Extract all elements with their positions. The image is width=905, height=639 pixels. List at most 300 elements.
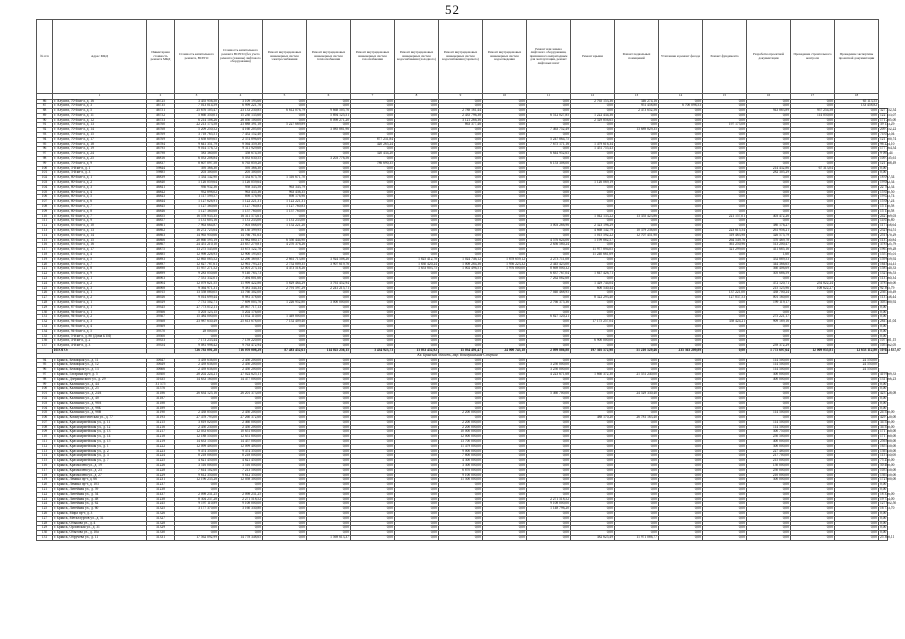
amount-cell: 0,00 [307, 396, 351, 401]
amount-cell: 0,00 [527, 147, 571, 152]
amount-cell: 0,00 [395, 478, 439, 483]
amount-cell: 96 224,10 [880, 141, 895, 146]
amount-cell: 12 079 621,55 [175, 281, 219, 286]
amount-cell: 0,00 [791, 339, 835, 344]
amount-cell: 0,00 [483, 488, 527, 493]
amount-cell: 1 226 952,80 [263, 300, 307, 305]
amount-cell: 0,00 [263, 406, 307, 411]
amount-cell: 0,00 [307, 219, 351, 224]
amount-cell: 0,00 [307, 147, 351, 152]
amount-cell: 0,00 [307, 243, 351, 248]
amount-cell: 0,00 [659, 430, 703, 435]
house-id-cell: 31223 [147, 449, 175, 454]
amount-cell: 0,00 [880, 333, 887, 338]
amount-cell: 0,00 [571, 262, 615, 267]
amount-cell: 0,00 [747, 118, 791, 123]
amount-cell: 0,00 [835, 185, 879, 190]
amount-cell: 0,00 [395, 209, 439, 214]
amount-cell: 0,00 [791, 310, 835, 315]
amount-cell: 0,00 [615, 161, 659, 166]
amount-cell: 0,00 [439, 377, 483, 382]
row-number-cell: 104 [37, 406, 53, 411]
amount-cell: 0,00 [659, 396, 703, 401]
amount-cell: 0,00 [703, 459, 747, 464]
amount-cell: 0,00 [571, 324, 615, 329]
amount-cell: 0,00 [439, 396, 483, 401]
amount-cell: 0,00 [615, 315, 659, 320]
amount-cell: 0,00 [703, 334, 747, 339]
amount-cell: 217 700,00 [747, 454, 791, 459]
amount-cell: 0,00 [703, 128, 747, 133]
amount-cell: 0,00 [791, 392, 835, 397]
amount-cell: 1 127 360,68 [175, 205, 219, 210]
amount-cell: 932 898,02 [175, 190, 219, 195]
amount-cell: 0,00 [835, 516, 879, 521]
amount-cell: 0,00 [527, 425, 571, 430]
amount-cell: 0,00 [439, 281, 483, 286]
amount-cell: 1 847 426,71 [571, 272, 615, 277]
amount-cell: 0,00 [483, 392, 527, 397]
amount-cell: 8 098 271,20 [307, 118, 351, 123]
amount-cell: 0,00 [571, 329, 615, 334]
address-cell: г. Алушта, 87-й кв-л, д. 1 [53, 305, 147, 310]
amount-cell: 0,00 [263, 137, 307, 142]
amount-cell: 0,00 [703, 286, 747, 291]
amount-cell: 0,00 [659, 406, 703, 411]
house-id-cell: 39500 [147, 334, 175, 339]
amount-cell: 0,00 [747, 512, 791, 517]
amount-cell: 0,00 [835, 109, 879, 114]
amount-cell: 0,00 [395, 233, 439, 238]
house-id-cell: 46867 [147, 243, 175, 248]
amount-cell: 0,00 [395, 286, 439, 291]
amount-cell: 0,00 [483, 358, 527, 363]
amount-cell: 0,00 [835, 257, 879, 262]
amount-cell: 0,00 [395, 272, 439, 277]
amount-cell: 121 180,74 [880, 136, 897, 141]
amount-cell: 0,00 [571, 243, 615, 248]
amount-cell: 67 313,04 [791, 166, 835, 171]
amount-cell: 0,00 [219, 483, 263, 488]
amount-cell: 0,00 [571, 133, 615, 138]
amount-cell: 0,00 [835, 152, 879, 157]
amount-cell: 242 369,03 [880, 213, 897, 218]
amount-cell: 1 015 592,22 [571, 233, 615, 238]
amount-cell: 0,00 [835, 507, 879, 512]
amount-cell: 0,00 [307, 416, 351, 421]
amount-cell: 0,00 [791, 248, 835, 253]
amount-cell: 2 460 000,00 [219, 420, 263, 425]
amount-cell: 0,00 [439, 229, 483, 234]
amount-cell: 0,00 [263, 425, 307, 430]
amount-cell: 0,00 [615, 171, 659, 176]
amount-cell: 0,00 [307, 377, 351, 382]
amount-cell: 0,00 [791, 329, 835, 334]
amount-cell: 0,00 [175, 387, 219, 392]
amount-cell: 11 240 661,69 [571, 253, 615, 258]
amount-cell: 0,00 [307, 214, 351, 219]
amount-cell: 0,00 [615, 305, 659, 310]
amount-cell: 103 450,00 [880, 467, 897, 472]
amount-cell: 0,00 [395, 104, 439, 109]
amount-cell: 0,00 [351, 157, 395, 162]
amount-cell: 0,00 [395, 411, 439, 416]
address-cell: г. Алушта, 83-й кв-л, д. 8 [53, 267, 147, 272]
amount-cell: 0,00 [175, 401, 219, 406]
row-number-cell: 101 [37, 171, 53, 176]
amount-cell: 12 033 650,00 [175, 430, 219, 435]
amount-cell: 1 127 360,68 [175, 209, 219, 214]
amount-cell: 0,00 [527, 358, 571, 363]
amount-cell: 0,00 [880, 525, 887, 530]
amount-cell: 0,00 [747, 507, 791, 512]
amount-cell: 0,00 [747, 406, 791, 411]
row-number-cell: 124 [37, 502, 53, 507]
amount-cell: 0,00 [439, 224, 483, 229]
amount-cell: 0,00 [835, 344, 879, 349]
amount-cell: 0,00 [527, 166, 571, 171]
amount-cell: 0,00 [791, 416, 835, 421]
amount-cell: 0,00 [439, 137, 483, 142]
amount-cell: 0,00 [395, 176, 439, 181]
amount-cell: 0,00 [351, 176, 395, 181]
row-number-cell: 116 [37, 243, 53, 248]
amount-cell: 0,00 [527, 526, 571, 531]
amount-cell: 25 676 105,47 [175, 109, 219, 114]
amount-cell: 0,00 [263, 133, 307, 138]
amount-cell: 0,00 [835, 329, 879, 334]
address-cell: г. Алушта, 83-й кв-л, д. 10 [53, 224, 147, 229]
amount-cell: 0,00 [263, 536, 307, 541]
house-id-cell: 31238 [147, 497, 175, 502]
amount-cell: 7 614 102,60 [175, 468, 219, 473]
amount-cell: 0,00 [307, 406, 351, 411]
amount-cell: 0,00 [703, 200, 747, 205]
amount-cell: 0,00 [263, 483, 307, 488]
amount-cell: 0,00 [483, 339, 527, 344]
amount-cell: 0,00 [527, 219, 571, 224]
amount-cell: 0,00 [615, 243, 659, 248]
amount-cell: 0,00 [703, 185, 747, 190]
amount-cell: 0,00 [395, 291, 439, 296]
amount-cell: 0,00 [571, 368, 615, 373]
amount-cell: 0,00 [703, 516, 747, 521]
amount-cell: 0,00 [703, 142, 747, 147]
amount-cell: 0,00 [703, 113, 747, 118]
house-id-cell: 39345 [147, 305, 175, 310]
amount-cell: 0,00 [835, 233, 879, 238]
amount-cell: 0,00 [483, 420, 527, 425]
amount-cell: 0,00 [439, 238, 483, 243]
address-cell: г. Алушта, 83-й кв-л, д. 15 [53, 238, 147, 243]
column-header: Проведение экспертизы проектной документации [835, 20, 879, 94]
amount-cell: 0,00 [835, 147, 879, 152]
amount-cell: 215 000,00 [747, 459, 791, 464]
amount-cell: 0,00 [263, 444, 307, 449]
amount-cell: 0,00 [307, 224, 351, 229]
amount-cell: 0,00 [791, 296, 835, 301]
amount-cell: 0,00 [835, 118, 879, 123]
amount-cell: 0,00 [439, 291, 483, 296]
amount-cell: 0,00 [835, 382, 879, 387]
amount-cell: 0,00 [395, 200, 439, 205]
amount-cell: 0,00 [351, 310, 395, 315]
amount-cell: 5 202 176,00 [219, 310, 263, 315]
amount-cell: 0,00 [835, 296, 879, 301]
amount-cell: 1 157 760,00 [263, 209, 307, 214]
row-number-cell: 95 [37, 142, 53, 147]
amount-cell: 0,00 [791, 473, 835, 478]
amount-cell: 9 668 505,76 [307, 109, 351, 114]
amount-cell: 0,00 [351, 305, 395, 310]
amount-cell: 358 674,50 [219, 152, 263, 157]
amount-cell: 0,00 [439, 416, 483, 421]
amount-cell: 1 122 221,31 [263, 200, 307, 205]
amount-cell: 0,00 [307, 104, 351, 109]
amount-cell: 0,00 [351, 123, 395, 128]
amount-cell: 0,00 [395, 368, 439, 373]
amount-cell: 0,00 [395, 238, 439, 243]
amount-cell: 127 837,53 [703, 296, 747, 301]
amount-cell: 0,00 [395, 248, 439, 253]
address-cell: г. Брянск, Бежицкая ул., д. 12 [53, 363, 147, 368]
amount-cell: 0,00 [659, 181, 703, 186]
amount-cell: 0,00 [571, 123, 615, 128]
amount-cell: 0,00 [659, 382, 703, 387]
amount-cell: 326 575,79 [747, 233, 791, 238]
amount-cell: 0,00 [659, 324, 703, 329]
amount-cell: 0,00 [439, 161, 483, 166]
amount-cell: 1 956 223,32 [483, 262, 527, 267]
amount-cell: 0,00 [483, 315, 527, 320]
address-cell: г. Алушта, 70-й кв-л, д. 13 [53, 123, 147, 128]
amount-cell: 0,00 [571, 152, 615, 157]
address-cell: г. Алушта, 83-й кв-л, д. 5 [53, 257, 147, 262]
amount-cell: 26 634 125,16 [175, 392, 219, 397]
amount-cell: 0,00 [307, 526, 351, 531]
amount-cell: 22 213 173,58 [175, 123, 219, 128]
amount-cell: 0,00 [703, 435, 747, 440]
amount-cell: 0,00 [835, 243, 879, 248]
amount-cell: 2 241 215,71 [307, 286, 351, 291]
amount-cell: 1 126 059,64 [175, 181, 219, 186]
amount-cell: 0,00 [747, 147, 791, 152]
amount-cell: 0,00 [439, 157, 483, 162]
amount-cell: 0,00 [615, 521, 659, 526]
amount-cell: 0,00 [483, 300, 527, 305]
amount-cell: 114 050,00 [791, 113, 835, 118]
amount-cell: 346 274,16 [615, 99, 659, 104]
row-number-cell: 104 [37, 185, 53, 190]
house-id-cell: 31231 [147, 478, 175, 483]
amount-cell: 12 998 226,93 [175, 253, 219, 258]
house-id-cell: 46751 [147, 109, 175, 114]
address-cell: г. Алушта, 94-й кв-л, д. 1 [53, 310, 147, 315]
amount-cell: 0,00 [483, 454, 527, 459]
amount-cell: 360 406,69 [747, 267, 791, 272]
amount-cell: 0,00 [527, 123, 571, 128]
amount-cell: 963 436,35 [263, 190, 307, 195]
amount-cell: 0,00 [307, 435, 351, 440]
amount-cell: 0,00 [351, 147, 395, 152]
house-id-cell: 46837 [147, 161, 175, 166]
amount-cell: 0,00 [615, 454, 659, 459]
amount-cell: 0,00 [395, 387, 439, 392]
amount-cell: 7 159 220,00 [219, 339, 263, 344]
amount-cell: 0,00 [263, 104, 307, 109]
amount-cell: 300 750,00 [747, 430, 791, 435]
house-id-cell: 46841 [147, 185, 175, 190]
amount-cell: 0,00 [615, 497, 659, 502]
amount-cell: 0,00 [439, 133, 483, 138]
amount-cell: 0,00 [483, 137, 527, 142]
amount-cell: 0,00 [483, 382, 527, 387]
amount-cell: 0,00 [791, 176, 835, 181]
house-id-cell: 31325 [147, 507, 175, 512]
address-cell: г. Брянск, Гагарина пр-т, д. 5 [53, 372, 147, 377]
amount-cell: 583 360,00 [175, 152, 219, 157]
amount-cell: 0,00 [483, 214, 527, 219]
amount-cell: 1 152 221,20 [263, 224, 307, 229]
amount-cell: 0,00 [351, 507, 395, 512]
amount-cell: 9 311 929,68 [219, 147, 263, 152]
amount-cell: 1 222 434,36 [571, 113, 615, 118]
amount-cell: 0,00 [615, 185, 659, 190]
amount-cell: 488 170,20 [571, 416, 615, 421]
amount-cell: 0,00 [791, 488, 835, 493]
amount-cell: 0,00 [615, 181, 659, 186]
house-id-cell: 31186 [147, 392, 175, 397]
amount-cell: 378 460,00 [880, 280, 897, 285]
amount-cell: 3 250 000,00 [527, 368, 571, 373]
amount-cell: 0,00 [439, 526, 483, 531]
amount-cell: 0,00 [483, 507, 527, 512]
amount-cell: 0,00 [791, 104, 835, 109]
amount-cell: 319 463,98 [703, 233, 747, 238]
amount-cell: 0,00 [659, 267, 703, 272]
amount-cell: 0,00 [527, 229, 571, 234]
amount-cell: 0,00 [351, 377, 395, 382]
amount-cell: 0,00 [263, 296, 307, 301]
address-cell: г. Алушта, 70-й кв-л, д. 16 [53, 99, 147, 104]
house-id-cell: 31222 [147, 444, 175, 449]
amount-cell: 0,00 [263, 521, 307, 526]
amount-cell: 0,00 [571, 449, 615, 454]
amount-cell: 0,00 [703, 262, 747, 267]
amount-cell: 0,00 [483, 195, 527, 200]
amount-cell: 0,00 [439, 142, 483, 147]
column-header: Ремонт или замена лифтового оборудования, признанного непригодным для эксплуатации, ремонт лифтовых шахт [527, 20, 571, 94]
amount-cell: 0,00 [703, 449, 747, 454]
amount-cell: 3 000 000,00 [307, 300, 351, 305]
amount-cell: 0,00 [835, 324, 879, 329]
amount-cell: 0,00 [351, 291, 395, 296]
amount-cell: 0,00 [659, 272, 703, 277]
amount-cell: 0,00 [571, 382, 615, 387]
amount-cell: 0,00 [703, 104, 747, 109]
amount-cell: 114 500,00 [747, 425, 791, 430]
amount-cell: 1 334 675,70 [219, 176, 263, 181]
amount-cell: 0,00 [351, 224, 395, 229]
amount-cell: 0,00 [483, 104, 527, 109]
amount-cell: 6 035 630,55 [219, 157, 263, 162]
house-id-cell: 46846 [147, 209, 175, 214]
amount-cell: 0,00 [571, 171, 615, 176]
amount-cell: 0,00 [615, 118, 659, 123]
amount-cell: 9 763 472,94 [219, 344, 263, 349]
amount-cell: 0,00 [615, 334, 659, 339]
amount-cell: 0,00 [747, 492, 791, 497]
amount-cell: 786 690,35 [351, 161, 395, 166]
amount-cell: 0,00 [527, 157, 571, 162]
amount-cell: 0,00 [571, 161, 615, 166]
amount-cell: 3 250 000,00 [527, 363, 571, 368]
amount-cell: 284 331,04 [880, 319, 897, 324]
address-cell: г. Алушта, 70-й кв-л, д. 11 [53, 113, 147, 118]
amount-cell: 0,00 [263, 118, 307, 123]
amount-cell: 5 227 669,89 [263, 123, 307, 128]
amount-cell: 0,00 [791, 305, 835, 310]
amount-cell: 0,00 [791, 315, 835, 320]
amount-cell: 9 081 998,42 [175, 344, 219, 349]
row-number-cell: 90 [37, 118, 53, 123]
row-number-cell: 98 [37, 377, 53, 382]
amount-cell: 0,00 [219, 324, 263, 329]
amount-cell: 0,00 [703, 536, 747, 541]
amount-cell: 0,00 [835, 430, 879, 435]
address-cell: г. Брянск, Калинина ул., д. 25 [53, 387, 147, 392]
address-cell: г. Брянск, Металлургов ул., д. 51 [53, 516, 147, 521]
amount-cell: 114 500,00 [747, 363, 791, 368]
column-header: Адрес МКД [53, 20, 147, 94]
row-number-cell: 137 [37, 344, 53, 349]
amount-cell: 14 477 000,00 [219, 377, 263, 382]
amount-cell: 0,00 [659, 257, 703, 262]
row-number-cell: 133 [37, 324, 53, 329]
amount-cell: 0,00 [439, 368, 483, 373]
amount-cell: 0,00 [703, 420, 747, 425]
amount-cell: 0,00 [395, 181, 439, 186]
amount-cell: 0,00 [703, 315, 747, 320]
amount-cell: 380 176,27 [747, 224, 791, 229]
amount-cell: 0,00 [395, 157, 439, 162]
amount-cell: 0,00 [615, 205, 659, 210]
amount-cell: 17 562 092,99 [175, 536, 219, 541]
row-number-cell: 113 [37, 449, 53, 454]
amount-cell: 0,00 [615, 195, 659, 200]
amount-cell: 0,00 [395, 497, 439, 502]
amount-cell: 0,00 [439, 219, 483, 224]
amount-cell: 936 932,36 [175, 185, 219, 190]
amount-cell: 0,00 [263, 488, 307, 493]
amount-cell: 26 201 373,08 [219, 392, 263, 397]
house-id-cell: 31216 [147, 425, 175, 430]
amount-cell: 0,00 [263, 358, 307, 363]
amount-cell: 13 760 302,00 [219, 291, 263, 296]
amount-cell: 0,00 [791, 229, 835, 234]
address-cell: г. Алушта, 94-й кв-л, д. 4 [53, 324, 147, 329]
amount-cell: 12 651 800,00 [219, 435, 263, 440]
amount-cell: 0,00 [615, 435, 659, 440]
amount-cell: 0,00 [835, 133, 879, 138]
amount-cell: 0,00 [615, 425, 659, 430]
amount-cell: 0,00 [747, 185, 791, 190]
amount-cell: 0,00 [351, 128, 395, 133]
amount-cell: 0,00 [351, 281, 395, 286]
amount-cell: 6 765 859,20 [219, 161, 263, 166]
house-id-cell: 31190 [147, 411, 175, 416]
amount-cell: 0,00 [835, 459, 879, 464]
